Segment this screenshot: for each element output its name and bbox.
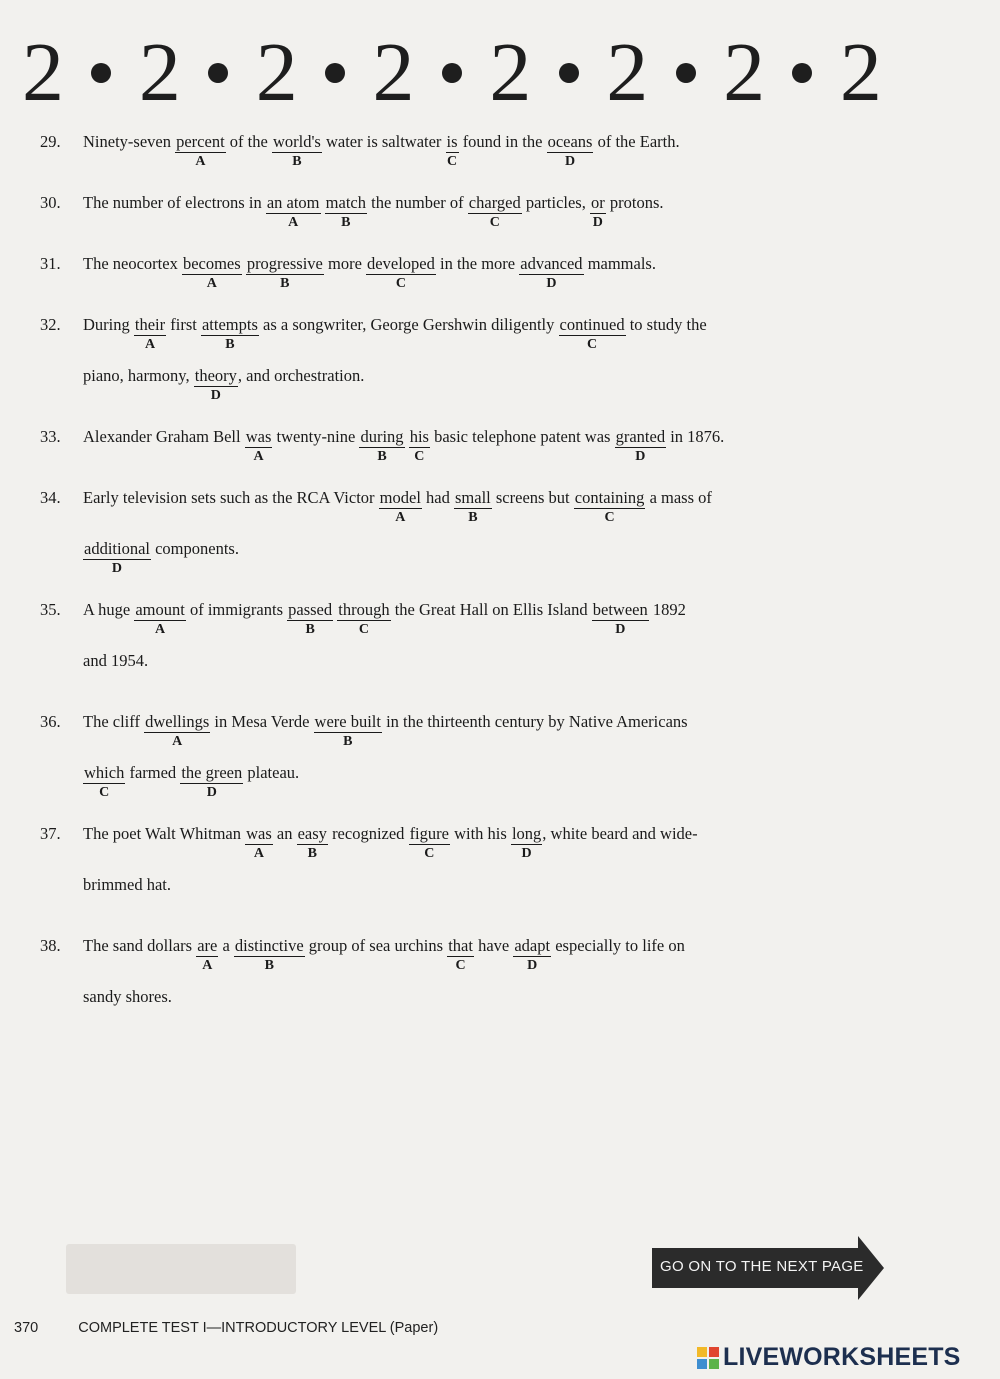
answer-choice-d[interactable] [592,600,649,638]
answer-choice-b[interactable] [454,488,492,526]
answer-choice-d[interactable] [513,936,551,974]
text-run: the Great Hall on Ellis Island [390,600,592,619]
banner-dot [676,63,696,83]
text-run: and 1954. [83,651,149,670]
question-line [83,651,870,689]
underlined-phrase: an atom [266,193,320,212]
answer-choice-d[interactable] [180,763,243,801]
choice-letter: A [253,846,264,861]
question-line [83,712,870,750]
underlined-phrase: model [379,488,421,507]
text-run: in the thirteenth century by Native Americans [381,712,688,731]
text-run: of the Earth. [593,132,680,151]
brand-name: LIVEWORKSHEETS [723,1343,961,1371]
question-number: 35. [40,600,61,619]
answer-choice-b[interactable] [287,600,333,638]
answer-choice-c[interactable] [574,488,646,526]
question-number: 33. [40,427,61,446]
text-run: mammals. [583,254,656,273]
banner-dot [442,63,462,83]
underlined-phrase: match [325,193,366,212]
choice-letter: A [288,215,299,230]
text-run: in Mesa Verde [210,712,314,731]
text-run: to study the [625,315,707,334]
choice-letter: D [564,154,576,169]
answer-choice-d[interactable] [194,366,238,404]
question-line [83,427,870,465]
question-text [83,824,870,913]
underlined-phrase: are [197,936,218,955]
text-run: the number of [366,193,468,212]
text-run: The neocortex [83,254,182,273]
question-number: 36. [40,712,61,731]
answer-choice-b[interactable] [359,427,404,465]
text-run: plateau. [243,763,300,782]
answer-choice-c[interactable] [409,824,450,862]
question-text [83,488,870,577]
liveworksheets-logo-icon [697,1347,719,1369]
question-item [40,824,870,913]
choice-letter: C [489,215,500,230]
underlined-phrase: passed [288,600,333,619]
question-line [83,366,870,404]
question-item [40,193,870,231]
choice-letter: B [341,215,351,230]
banner-dot [792,63,812,83]
answer-choice-d[interactable] [615,427,666,465]
choice-letter: B [264,958,274,973]
choice-letter: A [144,337,156,352]
page-footer [14,1320,438,1336]
choice-letter: D [521,846,532,861]
text-run: particles, [521,193,590,212]
text-run: During [83,315,134,334]
answer-choice-c[interactable] [83,763,125,801]
answer-choice-c[interactable] [559,315,626,353]
text-run: basic telephone patent was [429,427,615,446]
question-text [83,254,870,292]
choice-letter: B [280,276,290,291]
question-line [83,488,870,526]
question-item [40,936,870,1025]
banner-digit: 2 [723,26,766,119]
answer-choice-b[interactable] [314,712,382,750]
question-number: 37. [40,824,61,843]
banner-digit: 2 [372,26,415,119]
banner-digit: 2 [839,26,882,119]
banner-dot [325,63,345,83]
text-run: A huge [83,600,135,619]
liveworksheets-brand [697,1343,961,1372]
answer-choice-b[interactable] [234,936,305,974]
text-run: protons. [605,193,664,212]
question-line [83,315,870,353]
underlined-phrase: during [360,427,404,446]
choice-letter: A [253,449,264,464]
question-text [83,315,870,404]
text-run: , and orchestration. [237,366,365,385]
answer-choice-d[interactable] [83,539,151,577]
choice-letter: B [307,846,317,861]
underlined-phrase: world's [272,132,321,151]
underlined-phrase: granted [615,427,666,446]
choice-letter: B [468,510,478,525]
choice-letter: C [99,785,110,800]
question-item [40,712,870,801]
answer-choice-b[interactable] [272,132,322,170]
underlined-phrase: containing [574,488,645,507]
text-run: have [473,936,514,955]
text-run: The sand dollars [83,936,197,955]
answer-choice-c[interactable] [366,254,436,292]
text-run: first [166,315,201,334]
underlined-phrase: continued [559,315,625,334]
question-line [83,193,870,231]
text-run: recognized [327,824,409,843]
question-number: 38. [40,936,61,955]
question-item [40,427,870,465]
answer-choice-c[interactable] [468,193,522,231]
banner-digit: 2 [255,26,298,119]
text-run: components. [150,539,239,558]
choice-letter: C [424,846,435,861]
text-run: had [421,488,454,507]
next-page-label: GO ON TO THE NEXT PAGE [660,1258,864,1275]
text-run: farmed [125,763,181,782]
underlined-phrase: through [338,600,390,619]
underlined-phrase: easy [297,824,327,843]
underlined-phrase: is [446,132,458,151]
text-run: group of sea urchins [304,936,448,955]
underlined-phrase: advanced [520,254,583,273]
question-line [83,936,870,974]
question-item [40,600,870,689]
question-list [40,132,870,1048]
choice-letter: D [527,958,538,973]
underlined-phrase: distinctive [234,936,304,955]
answer-choice-b[interactable] [325,193,367,231]
answer-choice-d[interactable] [519,254,583,292]
text-run: The poet Walt Whitman [83,824,246,843]
text-run: Ninety-seven [83,132,176,151]
answer-choice-d[interactable] [590,193,606,231]
banner-dot [91,63,111,83]
text-run: especially to life on [551,936,685,955]
answer-choice-b[interactable] [246,254,324,292]
question-number: 29. [40,132,61,151]
answer-choice-a[interactable] [175,132,226,170]
choice-letter: A [155,622,166,637]
text-run: water is saltwater [321,132,446,151]
underlined-phrase: the green [181,763,243,782]
text-run: Early television sets such as the RCA Victor [83,488,379,507]
question-number: 31. [40,254,61,273]
underlined-phrase: their [134,315,166,334]
text-run: brimmed hat. [83,875,171,894]
text-run: in the more [435,254,520,273]
text-run: twenty-nine [272,427,360,446]
answer-choice-a[interactable] [266,193,321,231]
choice-letter: B [225,337,235,352]
text-run: Alexander Graham Bell [83,427,245,446]
text-run: 1892 [648,600,686,619]
question-text [83,936,870,1025]
answer-choice-c[interactable] [447,936,474,974]
underlined-phrase: was [245,427,272,446]
choice-letter: C [414,449,425,464]
question-line [83,824,870,862]
answer-choice-a[interactable] [379,488,422,526]
underlined-phrase: dwellings [145,712,210,731]
choice-letter: C [586,337,598,352]
underlined-phrase: between [592,600,648,619]
underlined-phrase: charged [468,193,521,212]
choice-letter: A [195,154,206,169]
text-run: of the [225,132,272,151]
choice-letter: C [358,622,369,637]
text-run: The cliff [83,712,145,731]
underlined-phrase: figure [409,824,449,843]
text-run: , white beard and wide- [542,824,698,843]
choice-letter: D [111,561,123,576]
banner-digit: 2 [489,26,532,119]
choice-letter: A [395,510,406,525]
underlined-phrase: additional [84,539,150,558]
text-run: of immigrants [185,600,288,619]
underlined-phrase: progressive [246,254,323,273]
question-number: 30. [40,193,61,212]
choice-letter: B [292,154,302,169]
answer-choice-a[interactable] [134,600,186,638]
underlined-phrase: his [409,427,429,446]
answer-choice-d[interactable] [547,132,594,170]
question-line [83,132,870,170]
text-run: an [272,824,297,843]
answer-choice-a[interactable] [144,712,210,750]
choice-letter: D [206,785,217,800]
banner-digit: 2 [138,26,181,119]
choice-letter: D [615,622,626,637]
text-run: The number of electrons in [83,193,266,212]
question-item [40,315,870,404]
choice-letter: C [395,276,407,291]
banner-digit: 2 [606,26,649,119]
underlined-phrase: becomes [182,254,241,273]
text-run: as a songwriter, George Gershwin diligently [258,315,559,334]
choice-letter: B [377,449,387,464]
text-run: found in the [458,132,547,151]
choice-letter: C [455,958,466,973]
question-line [83,600,870,638]
question-line [83,875,870,913]
question-item [40,254,870,292]
underlined-phrase: oceans [547,132,593,151]
banner-dot [559,63,579,83]
text-run: more [323,254,367,273]
question-text [83,132,870,170]
answer-choice-c[interactable] [409,427,430,465]
underlined-phrase: adapt [514,936,551,955]
text-run: sandy shores. [83,987,172,1006]
question-number: 34. [40,488,61,507]
underlined-phrase: attempts [201,315,258,334]
answer-choice-a[interactable] [245,824,273,862]
underlined-phrase: were built [314,712,381,731]
text-run: a mass of [645,488,712,507]
answer-choice-b[interactable] [201,315,259,353]
banner-dot [208,63,228,83]
choice-letter: C [446,154,458,169]
choice-letter: D [546,276,557,291]
footer-title: COMPLETE TEST I—INTRODUCTORY LEVEL (Paper) [78,1320,439,1336]
banner-digit: 2 [22,26,64,119]
section-banner [22,26,882,119]
text-run: screens but [491,488,574,507]
question-line [83,539,870,577]
answer-choice-a[interactable] [182,254,242,292]
text-run: with his [449,824,511,843]
question-line [83,254,870,292]
question-line [83,987,870,1025]
choice-letter: C [604,510,615,525]
underlined-phrase: that [448,936,473,955]
answer-choice-c[interactable] [337,600,390,638]
underlined-phrase: long [511,824,542,843]
answer-choice-b[interactable] [297,824,328,862]
question-text [83,712,870,801]
underlined-phrase: which [84,763,125,782]
underlined-phrase: developed [367,254,435,273]
text-run: in 1876. [666,427,725,446]
underlined-phrase: was [246,824,272,843]
question-text [83,193,870,231]
answer-choice-a[interactable] [196,936,218,974]
choice-letter: B [343,734,353,749]
next-page-button[interactable] [652,1236,884,1300]
underlined-phrase: or [590,193,605,212]
page-number: 370 [14,1320,39,1336]
choice-letter: B [305,622,315,637]
answer-choice-a[interactable] [134,315,166,353]
question-number: 32. [40,315,61,334]
choice-letter: A [206,276,217,291]
choice-letter: D [635,449,646,464]
text-run: a [218,936,234,955]
question-text [83,427,870,465]
choice-letter: D [210,388,221,403]
choice-letter: A [172,734,183,749]
choice-letter: A [202,958,213,973]
answer-choice-c[interactable] [446,132,459,170]
question-item [40,132,870,170]
question-line [83,763,870,801]
question-item [40,488,870,577]
answer-choice-a[interactable] [245,427,273,465]
question-text [83,600,870,689]
faded-back-arrow [66,1244,296,1294]
underlined-phrase: small [455,488,491,507]
text-run: piano, harmony, [83,366,194,385]
underlined-phrase: percent [176,132,225,151]
underlined-phrase: theory [194,366,237,385]
underlined-phrase: amount [135,600,185,619]
answer-choice-d[interactable] [511,824,542,862]
choice-letter: D [592,215,603,230]
